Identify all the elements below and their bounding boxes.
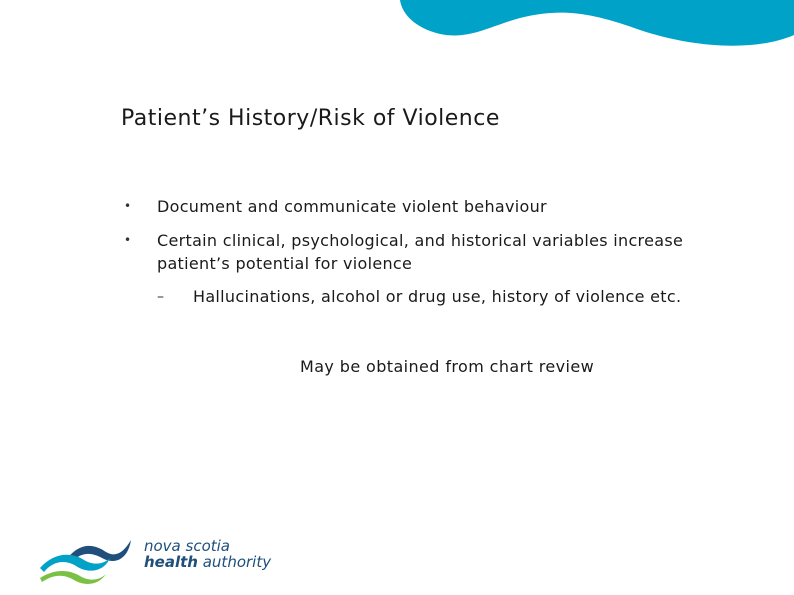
logo-text-bold: health bbox=[144, 553, 198, 571]
bullet-text: Document and communicate violent behaviour bbox=[157, 197, 547, 216]
sub-bullet-marker: – bbox=[157, 289, 164, 305]
bullet-text: Certain clinical, psychological, and historical variables increase patient’s potential for violence bbox=[157, 231, 684, 273]
logo-text-line1: nova scotia bbox=[144, 537, 231, 555]
chart-review-note: May be obtained from chart review bbox=[300, 357, 595, 376]
sub-bullet-text: Hallucinations, alcohol or drug use, history of violence etc. bbox=[193, 287, 682, 306]
logo-text-line2 bbox=[144, 554, 271, 570]
slide-title: Patient’s History/Risk of Violence bbox=[121, 106, 500, 131]
logo-wave-teal bbox=[40, 555, 110, 572]
top-wave-shape bbox=[400, 0, 794, 46]
bullet-marker: • bbox=[124, 233, 132, 247]
logo-wave-green bbox=[40, 571, 106, 584]
logo-wave-icon bbox=[36, 530, 146, 590]
top-wave-decoration bbox=[0, 0, 794, 60]
bullet-marker: • bbox=[124, 199, 132, 213]
logo-text-rest: authority bbox=[197, 553, 272, 571]
nsha-logo bbox=[36, 530, 272, 590]
